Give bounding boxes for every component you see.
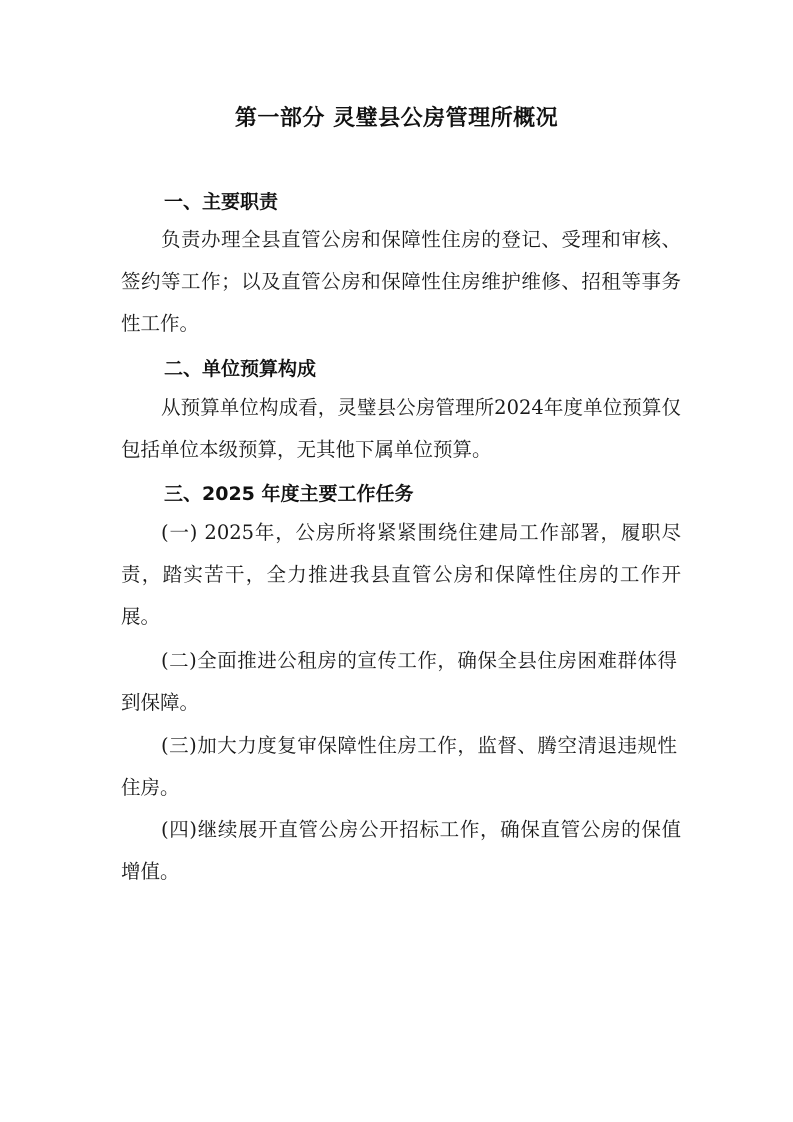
paragraph-task-3: (三)加大力度复审保障性住房工作，监督、腾空清退违规性住房。 bbox=[121, 734, 677, 799]
paragraph-task-2: (二)全面推进公租房的宣传工作，确保全县住房困难群体得到保障。 bbox=[121, 649, 677, 714]
page-title: 第一部分 灵璧县公房管理所概况 bbox=[234, 106, 559, 131]
section-heading-budget-structure: 二、单位预算构成 bbox=[164, 358, 317, 380]
paragraph-budget-structure: 从预算单位构成看，灵璧县公房管理所2024年度单位预算仅包括单位本级预算，无其他下属单位预算。 bbox=[121, 396, 681, 461]
paragraph-task-1: (一) 2025年，公房所将紧紧围绕住建局工作部署，履职尽责，踏实苦干，全力推进我县直管公房和保障性住房的工作开展。 bbox=[121, 521, 681, 628]
section-heading-main-duties: 一、主要职责 bbox=[164, 191, 279, 213]
paragraph-task-4: (四)继续展开直管公房公开招标工作，确保直管公房的保值增值。 bbox=[121, 818, 681, 883]
section-heading-2025-tasks: 三、2025 年度主要工作任务 bbox=[164, 483, 414, 505]
paragraph-main-duties: 负责办理全县直管公房和保障性住房的登记、受理和审核、签约等工作；以及直管公房和保障性住房维护维修、招租等事务性工作。 bbox=[121, 228, 681, 335]
